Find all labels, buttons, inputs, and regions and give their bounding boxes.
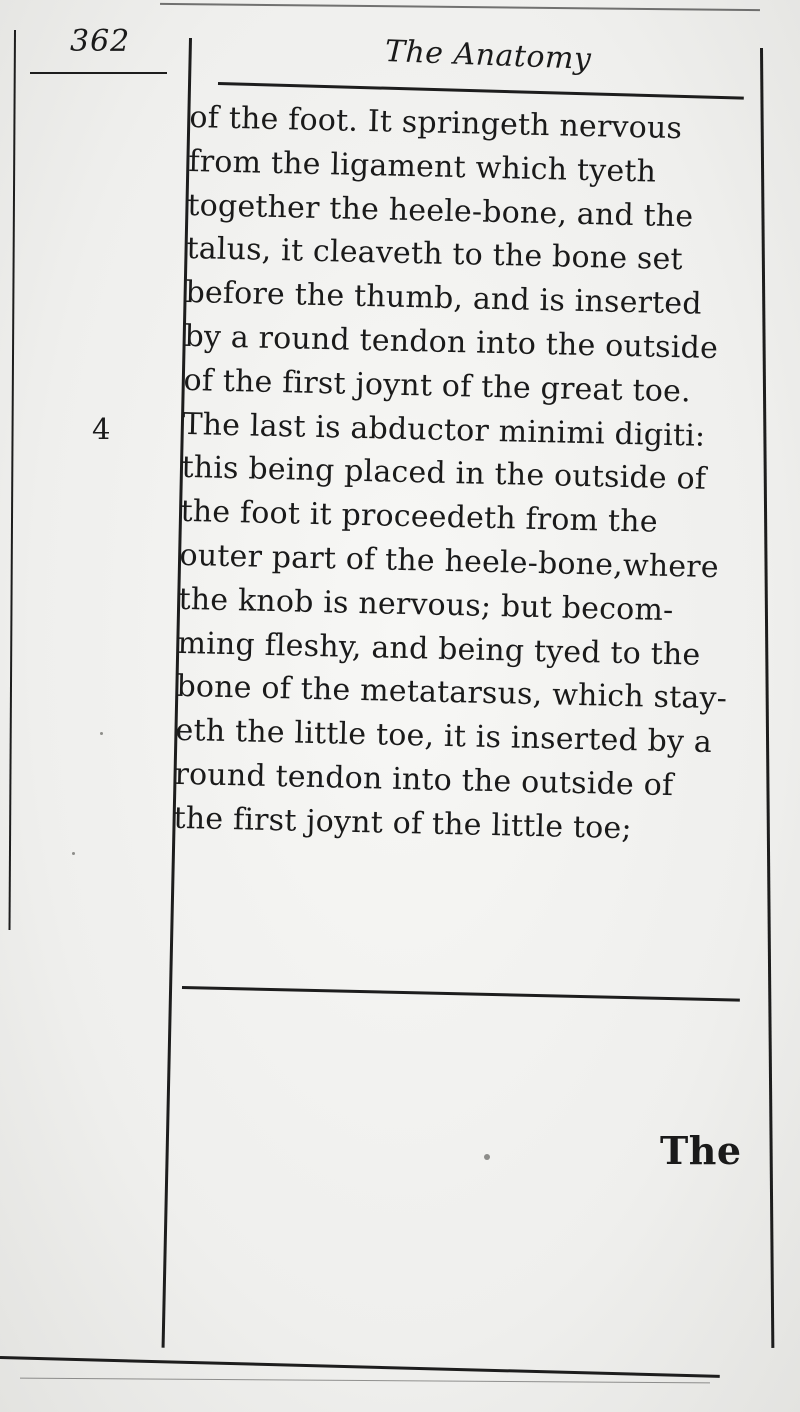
- text-line: the first joynt of the little toe;: [173, 800, 633, 846]
- text-line: the knob is nervous; but becom-: [178, 581, 674, 628]
- page-number-underline: [30, 72, 167, 74]
- left-outer-rule: [9, 30, 16, 930]
- text-line: eth the little toe, it is inserted by a: [175, 712, 713, 761]
- text-line: from the ligament which tyeth: [188, 143, 657, 190]
- text-line: the foot it proceedeth from the: [180, 494, 659, 540]
- right-outer-rule: [760, 48, 774, 1348]
- text-line: by a round tendon into the outside: [184, 318, 719, 367]
- header-underline: [218, 82, 744, 99]
- top-page-edge-line: [160, 3, 760, 11]
- text-line: of the foot. It springeth nervous: [189, 99, 683, 147]
- text-line: before the thumb, and is inserted: [185, 275, 703, 322]
- text-line: ming fleshy, and being tyed to the: [177, 625, 701, 673]
- page-number: 362: [70, 24, 131, 59]
- paper-speck: [484, 1154, 490, 1160]
- paper-speck: [100, 732, 103, 735]
- running-head: The Anatomy: [384, 34, 593, 77]
- body-text: [173, 96, 750, 853]
- section-end-rule: [182, 986, 740, 1001]
- bottom-page-edge-line: [20, 1378, 710, 1384]
- text-line: bone of the metatarsus, which stay-: [176, 669, 728, 717]
- bottom-rule: [0, 1356, 720, 1377]
- text-line: this being placed in the outside of: [181, 450, 707, 498]
- paper-speck: [72, 852, 75, 855]
- text-line: round tendon into the outside of: [174, 756, 674, 804]
- text-line: together the heele-bone, and the: [187, 187, 694, 235]
- text-line: of the first joynt of the great toe.: [183, 362, 692, 410]
- text-line: The last is abductor minimi digiti:: [182, 406, 706, 454]
- text-line: talus, it cleaveth to the bone set: [186, 231, 684, 278]
- margin-section-number: 4: [92, 412, 111, 446]
- text-line: outer part of the heele-bone,where: [179, 537, 720, 586]
- catchword: The: [660, 1128, 742, 1173]
